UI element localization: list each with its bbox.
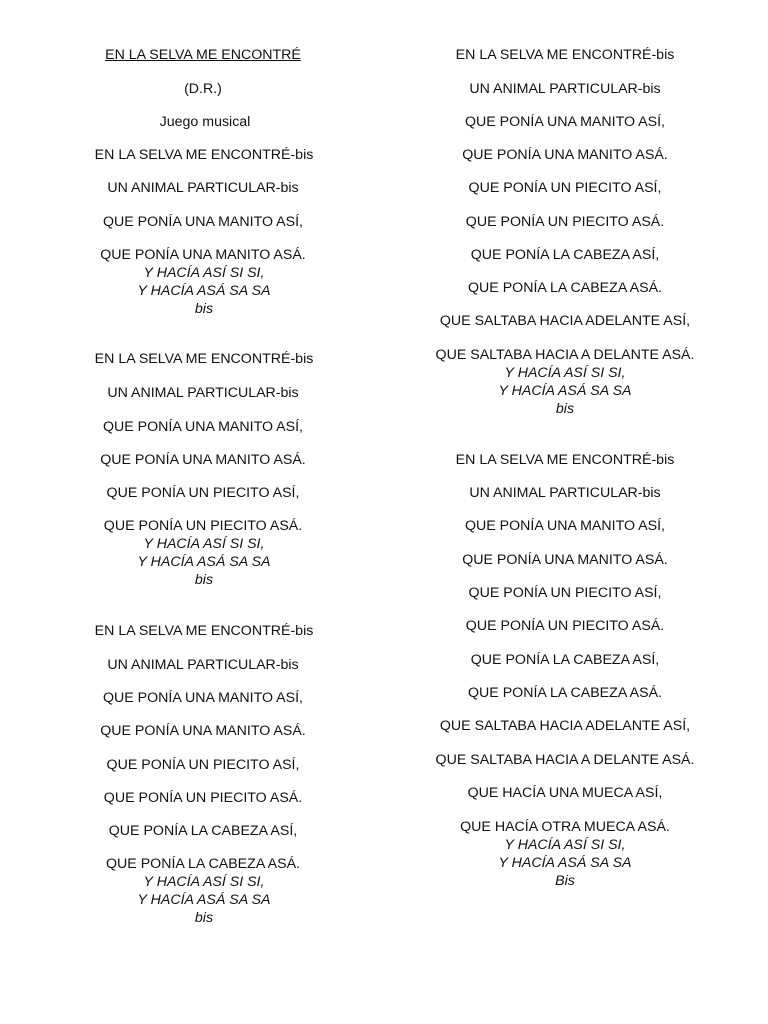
chorus-bis: bis [194, 910, 214, 926]
lyric-line: EN LA SELVA ME ENCONTRÉ-bis [455, 47, 675, 63]
lyric-line: QUE PONÍA UN PIECITO ASÁ. [103, 518, 303, 534]
lyric-line: QUE PONÍA LA CABEZA ASÍ, [470, 652, 660, 668]
chorus-bis: bis [194, 572, 214, 588]
chorus-line: Y HACÍA ASÍ SI SI, [143, 536, 265, 552]
lyric-line: QUE PONÍA UN PIECITO ASÍ, [106, 757, 300, 773]
lyric-line: QUE HACÍA UNA MUECA ASÍ, [467, 785, 663, 801]
chorus-block [499, 836, 632, 890]
chorus-block [138, 535, 271, 589]
chorus-line: Y HACÍA ASÍ SI SI, [143, 265, 265, 281]
lyric-line: QUE PONÍA UNA MANITO ASÍ, [103, 419, 303, 435]
chorus-line: Y HACÍA ASÍ SI SI, [504, 365, 626, 381]
lyric-line: UN ANIMAL PARTICULAR-bis [107, 180, 299, 196]
lyric-line: QUE PONÍA UNA MANITO ASÍ, [465, 518, 665, 534]
lyric-line: QUE PONÍA UNA MANITO ASÁ. [462, 552, 668, 568]
lyric-line: QUE PONÍA LA CABEZA ASÍ, [470, 247, 660, 263]
chorus-line: Y HACÍA ASÁ SA SA [137, 892, 271, 908]
lyric-line: QUE PONÍA LA CABEZA ASÁ. [468, 280, 662, 296]
chorus-bis: Bis [555, 873, 575, 889]
lyric-line: UN ANIMAL PARTICULAR-bis [469, 81, 661, 97]
lyric-line: UN ANIMAL PARTICULAR-bis [469, 485, 661, 501]
lyric-line: QUE PONÍA UNA MANITO ASÁ. [462, 147, 668, 163]
chorus-bis: bis [194, 301, 214, 317]
lyric-line: QUE PONÍA UNA MANITO ASÁ. [100, 452, 306, 468]
chorus-block [138, 264, 271, 318]
lyric-line: QUE PONÍA UNA MANITO ASÍ, [103, 214, 303, 230]
lyric-line: QUE PONÍA UNA MANITO ASÍ, [103, 690, 303, 706]
lyric-line: QUE SALTABA HACIA ADELANTE ASÍ, [439, 313, 691, 329]
lyric-line: QUE PONÍA UNA MANITO ASÍ, [465, 114, 665, 130]
lyric-line: QUE PONÍA UN PIECITO ASÍ, [468, 180, 662, 196]
lyric-line: UN ANIMAL PARTICULAR-bis [107, 385, 299, 401]
lyric-line: QUE PONÍA UN PIECITO ASÁ. [465, 214, 665, 230]
lyric-line: QUE PONÍA UNA MANITO ASÁ. [100, 247, 306, 263]
page-title: EN LA SELVA ME ENCONTRÉ [105, 47, 301, 63]
lyric-line: QUE HACÍA OTRA MUECA ASÁ. [460, 819, 670, 835]
lyric-line: QUE SALTABA HACIA A DELANTE ASÁ. [435, 752, 695, 768]
lyric-line: EN LA SELVA ME ENCONTRÉ-bis [94, 351, 314, 367]
lyric-line: QUE SALTABA HACIA ADELANTE ASÍ, [439, 718, 691, 734]
lyric-line: QUE PONÍA UN PIECITO ASÁ. [465, 618, 665, 634]
chorus-line: Y HACÍA ASÁ SA SA [137, 283, 271, 299]
lyric-line: EN LA SELVA ME ENCONTRÉ-bis [455, 452, 675, 468]
lyric-line: UN ANIMAL PARTICULAR-bis [107, 657, 299, 673]
chorus-line: Y HACÍA ASÍ SI SI, [143, 874, 265, 890]
lyric-line: QUE PONÍA UN PIECITO ASÍ, [106, 485, 300, 501]
lyric-line: QUE PONÍA UNA MANITO ASÁ. [100, 723, 306, 739]
lyric-line: QUE PONÍA LA CABEZA ASÍ, [108, 823, 298, 839]
chorus-block [499, 364, 632, 418]
lyric-line: QUE PONÍA UN PIECITO ASÁ. [103, 790, 303, 806]
lyric-line: QUE PONÍA LA CABEZA ASÁ. [468, 685, 662, 701]
chorus-block [138, 873, 271, 927]
chorus-line: Y HACÍA ASÁ SA SA [137, 554, 271, 570]
lyric-line: EN LA SELVA ME ENCONTRÉ-bis [94, 147, 314, 163]
chorus-line: Y HACÍA ASÁ SA SA [498, 383, 632, 399]
lyric-line: EN LA SELVA ME ENCONTRÉ-bis [94, 623, 314, 639]
lyric-line: QUE PONÍA UN PIECITO ASÍ, [468, 585, 662, 601]
chorus-line: Y HACÍA ASÍ SI SI, [504, 837, 626, 853]
song-subtitle: Juego musical [159, 114, 251, 130]
chorus-line: Y HACÍA ASÁ SA SA [498, 855, 632, 871]
chorus-bis: bis [555, 401, 575, 417]
lyric-line: QUE PONÍA LA CABEZA ASÁ. [106, 856, 300, 872]
song-credit: (D.R.) [184, 81, 222, 97]
lyric-line: QUE SALTABA HACIA A DELANTE ASÁ. [435, 347, 695, 363]
